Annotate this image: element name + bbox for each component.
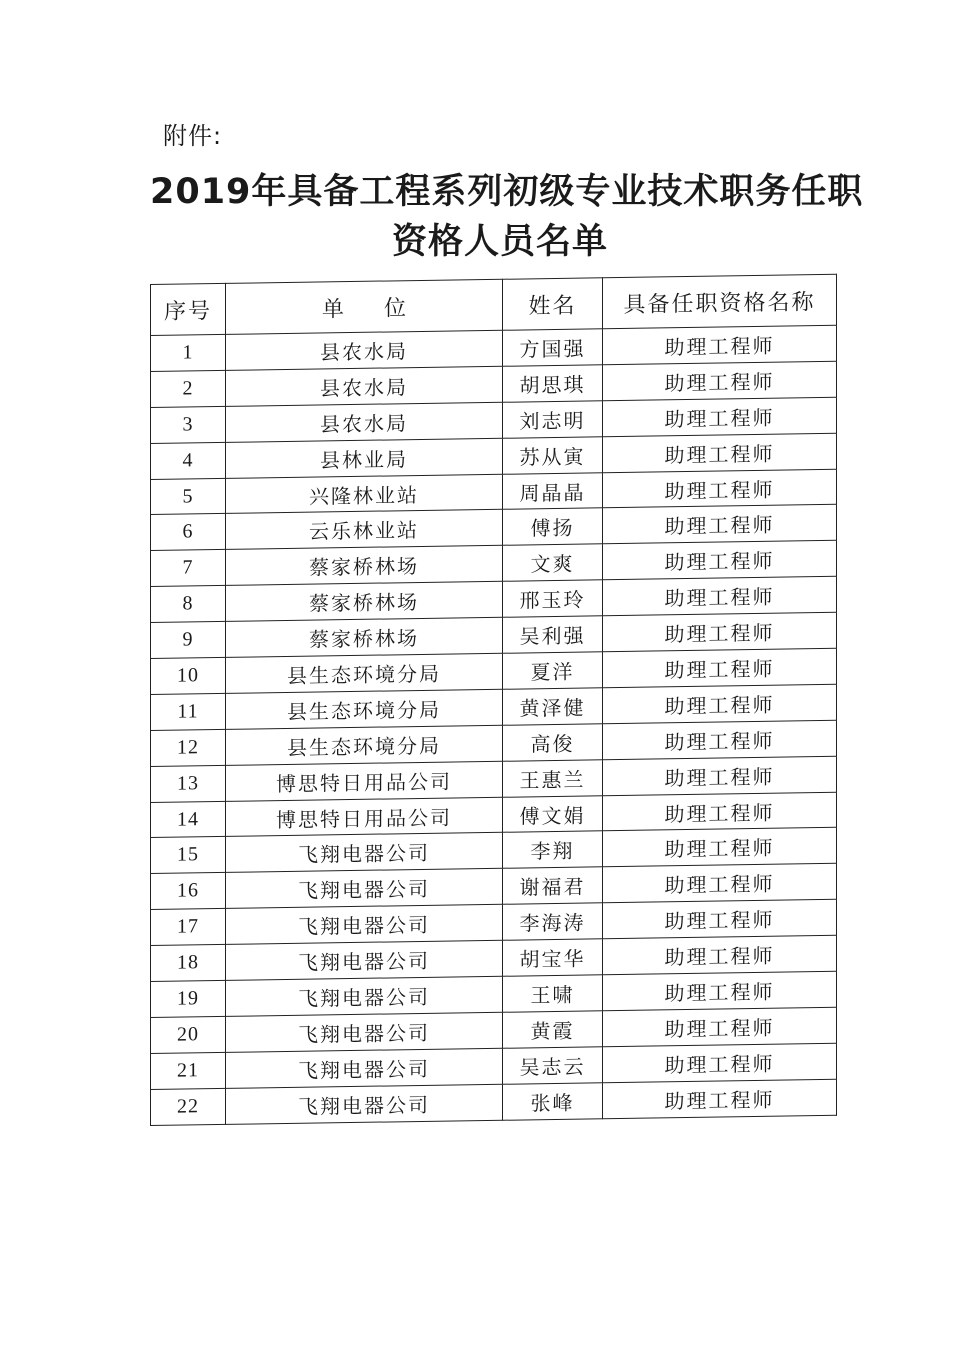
cell-qualification: 助理工程师 bbox=[603, 325, 837, 364]
cell-unit: 飞翔电器公司 bbox=[226, 940, 503, 980]
personnel-table bbox=[150, 274, 837, 1126]
cell-serial-number: 6 bbox=[151, 514, 226, 551]
cell-qualification: 助理工程师 bbox=[603, 541, 837, 580]
cell-unit: 蔡家桥林场 bbox=[226, 546, 503, 586]
cell-serial-number: 13 bbox=[151, 765, 226, 802]
cell-serial-number: 18 bbox=[151, 945, 226, 982]
cell-name: 王啸 bbox=[503, 975, 603, 1012]
cell-name: 吴志云 bbox=[503, 1047, 603, 1084]
cell-unit: 县林业局 bbox=[226, 438, 503, 478]
cell-name: 胡宝华 bbox=[503, 939, 603, 976]
header-name: 姓名 bbox=[503, 278, 603, 330]
cell-unit: 蔡家桥林场 bbox=[226, 582, 503, 622]
cell-qualification: 助理工程师 bbox=[603, 935, 837, 974]
document-title-line-2: 资格人员名单 bbox=[391, 222, 608, 262]
cell-unit: 县农水局 bbox=[226, 366, 503, 406]
cell-qualification: 助理工程师 bbox=[603, 361, 837, 400]
cell-serial-number: 7 bbox=[151, 550, 226, 587]
header-unit: 单位 bbox=[226, 279, 503, 334]
cell-unit: 飞翔电器公司 bbox=[226, 1084, 503, 1124]
cell-serial-number: 10 bbox=[151, 657, 226, 694]
cell-serial-number: 21 bbox=[151, 1052, 226, 1089]
cell-name: 黄霞 bbox=[503, 1011, 603, 1048]
cell-serial-number: 16 bbox=[151, 873, 226, 910]
cell-unit: 飞翔电器公司 bbox=[226, 869, 503, 909]
cell-name: 方国强 bbox=[503, 329, 603, 366]
cell-name: 傅扬 bbox=[503, 508, 603, 545]
cell-name: 谢福君 bbox=[503, 867, 603, 904]
cell-serial-number: 1 bbox=[151, 334, 226, 371]
cell-serial-number: 3 bbox=[151, 406, 226, 443]
cell-qualification: 助理工程师 bbox=[603, 612, 837, 651]
cell-name: 周晶晶 bbox=[503, 472, 603, 509]
attachment-label: 附件: bbox=[163, 122, 223, 150]
cell-unit: 县农水局 bbox=[226, 402, 503, 442]
cell-name: 张峰 bbox=[503, 1082, 603, 1119]
cell-qualification: 助理工程师 bbox=[603, 792, 837, 831]
table-body bbox=[151, 325, 837, 1125]
cell-unit: 兴隆林业站 bbox=[226, 474, 503, 514]
cell-serial-number: 15 bbox=[151, 837, 226, 874]
cell-qualification: 助理工程师 bbox=[603, 433, 837, 472]
cell-serial-number: 11 bbox=[151, 693, 226, 730]
cell-serial-number: 9 bbox=[151, 622, 226, 659]
cell-qualification: 助理工程师 bbox=[603, 828, 837, 867]
cell-qualification: 助理工程师 bbox=[603, 684, 837, 723]
cell-name: 李翔 bbox=[503, 831, 603, 868]
cell-qualification: 助理工程师 bbox=[603, 756, 837, 795]
cell-name: 苏从寅 bbox=[503, 436, 603, 473]
cell-name: 黄泽健 bbox=[503, 688, 603, 725]
cell-qualification: 助理工程师 bbox=[603, 1007, 837, 1046]
cell-qualification: 助理工程师 bbox=[603, 900, 837, 939]
cell-qualification: 助理工程师 bbox=[603, 1043, 837, 1082]
cell-serial-number: 20 bbox=[151, 1016, 226, 1053]
cell-unit: 县生态环境分局 bbox=[226, 725, 503, 765]
cell-qualification: 助理工程师 bbox=[603, 720, 837, 759]
cell-name: 文爽 bbox=[503, 544, 603, 581]
cell-name: 吴利强 bbox=[503, 616, 603, 653]
cell-name: 胡思琪 bbox=[503, 365, 603, 402]
cell-qualification: 助理工程师 bbox=[603, 971, 837, 1010]
header-serial-number: 序号 bbox=[151, 283, 226, 335]
cell-qualification: 助理工程师 bbox=[603, 648, 837, 687]
cell-name: 高俊 bbox=[503, 724, 603, 761]
cell-name: 邢玉玲 bbox=[503, 580, 603, 617]
cell-serial-number: 8 bbox=[151, 586, 226, 623]
cell-qualification: 助理工程师 bbox=[603, 469, 837, 508]
cell-name: 夏洋 bbox=[503, 652, 603, 689]
cell-serial-number: 4 bbox=[151, 442, 226, 479]
cell-qualification: 助理工程师 bbox=[603, 505, 837, 544]
document-title-line-1: 2019年具备工程系列初级专业技术职务任职 bbox=[150, 172, 864, 212]
cell-name: 李海涛 bbox=[503, 903, 603, 940]
cell-serial-number: 22 bbox=[151, 1088, 226, 1125]
cell-name: 刘志明 bbox=[503, 401, 603, 438]
cell-unit: 飞翔电器公司 bbox=[226, 833, 503, 873]
cell-unit: 县农水局 bbox=[226, 330, 503, 370]
cell-unit: 县生态环境分局 bbox=[226, 689, 503, 729]
cell-name: 王惠兰 bbox=[503, 759, 603, 796]
cell-serial-number: 19 bbox=[151, 980, 226, 1017]
cell-serial-number: 17 bbox=[151, 909, 226, 946]
cell-serial-number: 12 bbox=[151, 729, 226, 766]
cell-unit: 飞翔电器公司 bbox=[226, 1012, 503, 1052]
cell-serial-number: 2 bbox=[151, 370, 226, 407]
cell-unit: 云乐林业站 bbox=[226, 510, 503, 550]
cell-qualification: 助理工程师 bbox=[603, 864, 837, 903]
cell-unit: 博思特日用品公司 bbox=[226, 761, 503, 801]
cell-unit: 飞翔电器公司 bbox=[226, 976, 503, 1016]
cell-serial-number: 14 bbox=[151, 801, 226, 838]
cell-unit: 飞翔电器公司 bbox=[226, 1048, 503, 1088]
cell-serial-number: 5 bbox=[151, 478, 226, 515]
cell-unit: 飞翔电器公司 bbox=[226, 905, 503, 945]
cell-unit: 博思特日用品公司 bbox=[226, 797, 503, 837]
cell-unit: 蔡家桥林场 bbox=[226, 617, 503, 657]
cell-qualification: 助理工程师 bbox=[603, 1079, 837, 1118]
header-qualification: 具备任职资格名称 bbox=[603, 274, 837, 328]
cell-name: 傅文娟 bbox=[503, 795, 603, 832]
cell-qualification: 助理工程师 bbox=[603, 577, 837, 616]
cell-unit: 县生态环境分局 bbox=[226, 653, 503, 693]
cell-qualification: 助理工程师 bbox=[603, 397, 837, 436]
